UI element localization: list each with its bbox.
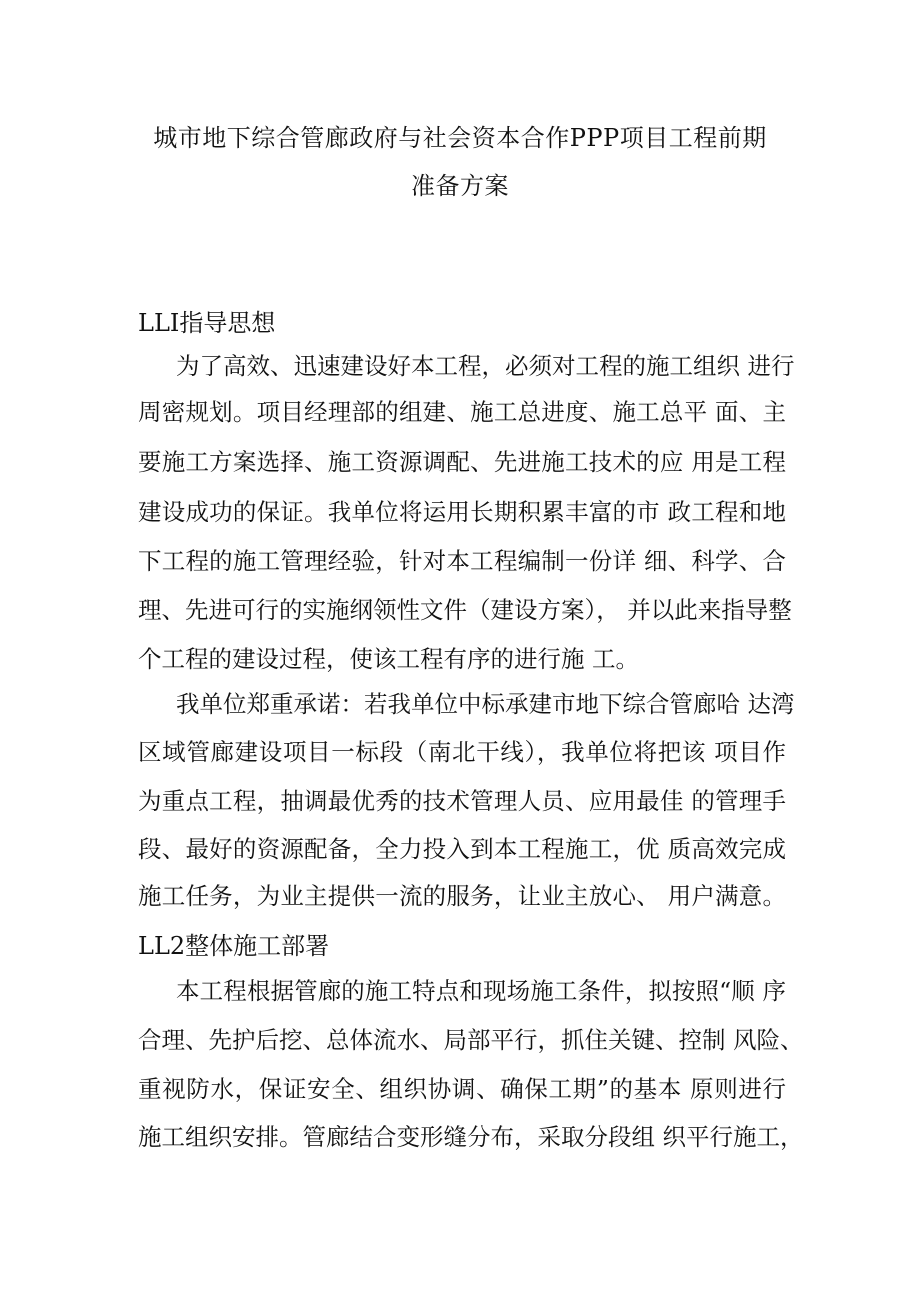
section-heading-overall-deployment: LL2整体施工部署 <box>138 932 330 960</box>
paragraph-line: 为了高效、迅速建设好本工程，必须对工程的施工组织 进行 <box>176 352 795 380</box>
paragraph-line: 建设成功的保证。我单位将运用长期积累丰富的市 政工程和地 <box>138 498 786 526</box>
paragraph-line: 施工组织安排。管廊结合变形缝分布，采取分段组 织平行施工， <box>138 1123 804 1151</box>
paragraph-line: 合理、先护后挖、总体流水、局部平行，抓住关键、控制 风险、 <box>138 1026 804 1054</box>
paragraph-line: 重视防水，保证安全、组织协调、确保工期”的基本 原则进行 <box>138 1075 786 1103</box>
paragraph-line: 为重点工程，抽调最优秀的技术管理人员、应用最佳 的管理手 <box>138 787 786 815</box>
paragraph-line: 段、最好的资源配备，全力投入到本工程施工，优 质高效完成 <box>138 835 786 863</box>
paragraph-line: 周密规划。项目经理部的组建、施工总进度、施工总平 面、主 <box>138 398 786 426</box>
section-heading-guiding-ideology: LLI指导思想 <box>138 309 276 337</box>
paragraph-line: 理、先进可行的实施纲领性文件（建设方案）， 并以此来指导整 <box>138 596 792 624</box>
paragraph-line: 我单位郑重承诺：若我单位中标承建市地下综合管廊哈 达湾 <box>176 690 795 718</box>
document-title-line-1: 城市地下综合管廊政府与社会资本合作PPP项目工程前期 <box>153 124 767 152</box>
paragraph-line: 施工任务，为业主提供一流的服务，让业主放心、 用户满意。 <box>138 882 786 910</box>
paragraph-line: 要施工方案选择、施工资源调配、先进施工技术的应 用是工程 <box>138 448 786 476</box>
document-title-line-2: 准备方案 <box>411 172 509 200</box>
paragraph-line: 下工程的施工管理经验，针对本工程编制一份详 细、科学、合 <box>138 547 786 575</box>
paragraph-line: 个工程的建设过程，使该工程有序的进行施 工。 <box>138 645 639 673</box>
paragraph-line: 本工程根据管廊的施工特点和现场施工条件，拟按照“顺 序 <box>176 977 786 1005</box>
paragraph-line: 区域管廊建设项目一标段（南北干线），我单位将把该 项目作 <box>138 738 786 766</box>
